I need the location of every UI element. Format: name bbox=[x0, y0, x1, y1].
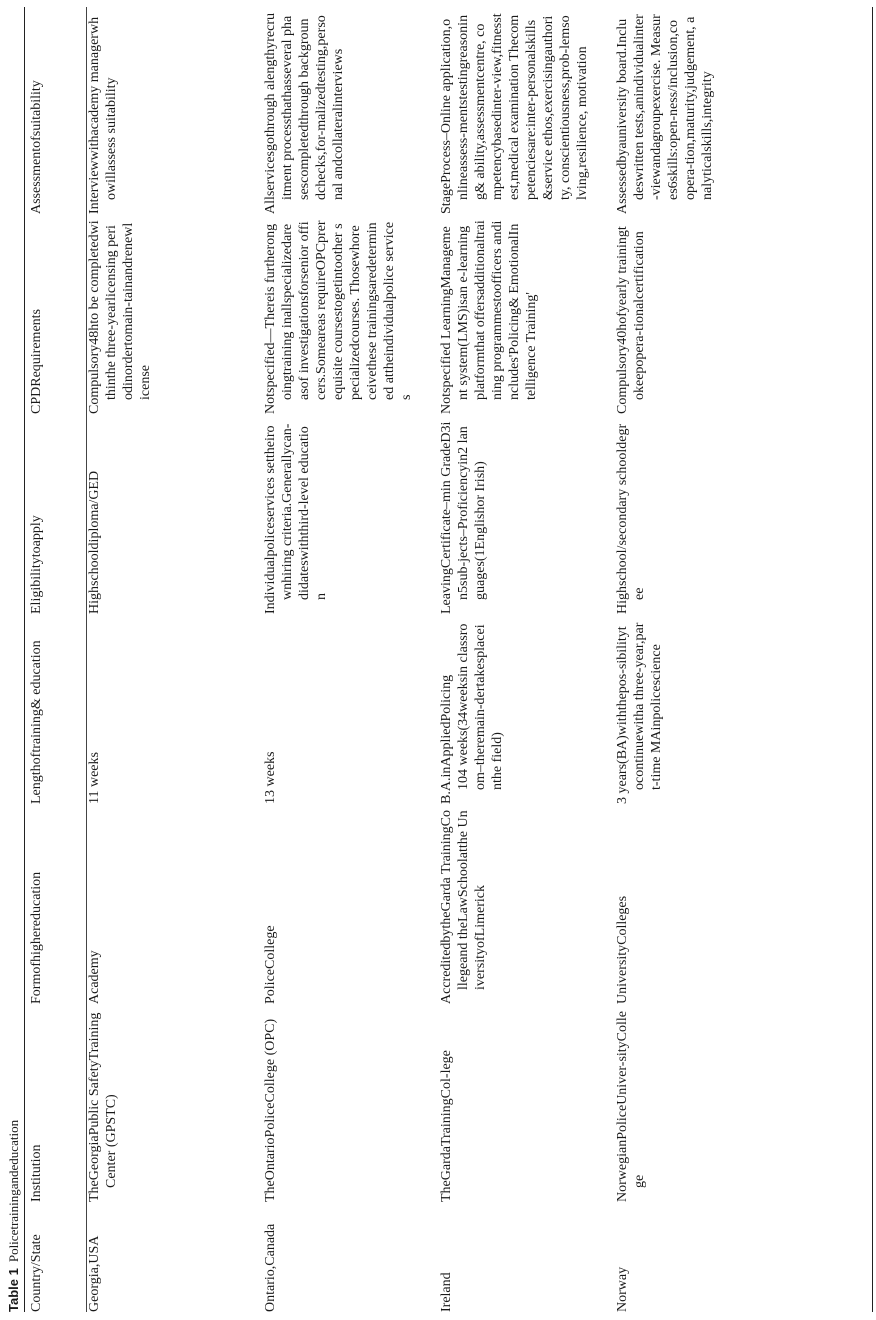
cell-eligibility: LeavingCertificate–min GradeD3in5sub-jects–Proficiencyin2 languages(1Englishor Irish) bbox=[439, 421, 488, 614]
cell-country: Norway bbox=[615, 1266, 630, 1312]
header-country: Country/State bbox=[29, 1234, 44, 1312]
length-overlay-text: B.A.inAppliedPolicing bbox=[439, 674, 454, 804]
cell-length: 11 weeks bbox=[87, 752, 102, 804]
cell-form: PoliceCollege bbox=[263, 925, 278, 1004]
cell-eligibility: Highschooldiploma/GED bbox=[87, 470, 102, 614]
cell-form: UniversityColleges bbox=[615, 895, 630, 1004]
cell-cpd: Notspecified—Thereis furtherongoingtraining inallspecializedareasof investigationsforsenior officers.Someareas requireOPCprerequisite coursestogetintoother specializedcourses. Thosewhoreceivethese trainingsaredetermined attheindividualpolice services bbox=[263, 220, 414, 414]
cell-cpd: Notspecified LearningManagement system(LMS)isan e-learningplatformthat offersadditionaltraining programmestoofficers andincludes'Policing& EmotionalIntelligence Training' bbox=[439, 220, 539, 414]
cell-length: 13 weeks bbox=[263, 751, 278, 804]
cell-country: Ireland bbox=[439, 1272, 454, 1312]
cell-length: 3 years(BA)withthepos-sibilitytocontinuewitha three-year,part-time MAinpolicescience bbox=[615, 622, 664, 804]
table-label: Table 1 bbox=[6, 1268, 21, 1312]
cell-assessment: Interviewwithacademy managerwhowillassess suitability bbox=[87, 16, 119, 214]
cell-cpd: Compulsory48hto be completedwithinthe three-yearlicensing periodinordertomain-tainandrenewlicense bbox=[87, 220, 153, 414]
header-form: Formofhighereducation bbox=[29, 871, 44, 1004]
header-cpd: CPDRequirements bbox=[29, 309, 44, 414]
cell-cpd: Compulsory40hofyearly trainingtokeepopera-tionalcertification bbox=[615, 226, 647, 414]
cell-length bbox=[434, 614, 610, 804]
cell-eligibility: Individualpoliceservices settheirownhiring criteria.Generallycan-didateswiththird-level education bbox=[263, 423, 329, 614]
cell-assessment: Assessedbyauniversity board.Includeswritten tests,anindividualinter-viewandagroupexercise. Measures6skills:open-ness/inclusion,coopera-tion,maturity,judgement, analyticalskills,integrity bbox=[615, 14, 715, 214]
table-row bbox=[610, 7, 786, 1312]
table-caption bbox=[6, 1120, 22, 1312]
cell-country: Georgia,USA bbox=[87, 1235, 102, 1312]
cell-assessment: StageProcess–Online application,onlineassess-mentstestingreasoning& ability,assessmentcentre, competencybasedinter-view,fitnesstest,medical examination Thecompetenciesare:inter-personalskills&service ethos,exercisingauthority, conscientiousness,prob-lemsolving,resilience, motivation bbox=[439, 13, 590, 214]
table-row bbox=[434, 7, 610, 1312]
cell-assessment: Allservicesgothrough alengthyrecruitment processthathasseveral phasescompletedthrough backgroundchecks,for-malizedtesting,personal andcollateralinterviews bbox=[263, 13, 346, 214]
cell-institution: TheGardaTrainingCol-lege bbox=[439, 1050, 454, 1202]
cell-institution: TheGeorgiaPublic SafetyTrainingCenter (GPSTC) bbox=[87, 1012, 119, 1202]
header-length: Lengthoftraining& education bbox=[29, 640, 44, 804]
cell-eligibility: Highschool/secondary schooldegree bbox=[615, 423, 647, 614]
police-training-table bbox=[28, 7, 786, 1312]
cell-institution: TheOntarioPoliceCollege (OPC) bbox=[263, 1018, 278, 1202]
cell-form: Academy bbox=[87, 950, 102, 1004]
table-row bbox=[82, 7, 258, 1312]
table-caption-text: Policetrainingandeducation bbox=[6, 1119, 21, 1263]
header-institution: Institution bbox=[29, 1144, 44, 1202]
top-rule bbox=[24, 7, 25, 1312]
cell-form: AccreditedbytheGarda TrainingCollegeand theLawSchoolatthe UniversityofLimerick bbox=[439, 809, 488, 1004]
header-row bbox=[28, 7, 82, 1312]
length-text: 104 weeks(34weeksin classroom–theremain-dertakesplaceinthe field) bbox=[456, 623, 505, 790]
table-row bbox=[258, 7, 434, 1312]
cell-country: Ontario,Canada bbox=[263, 1223, 278, 1312]
header-eligibility: Eligibilitytoapply bbox=[29, 515, 44, 614]
bottom-rule bbox=[872, 7, 873, 1312]
cell-institution: NorwegianPoliceUniver-sityCollege bbox=[615, 1010, 647, 1202]
header-assessment: Assessmentofsuitability bbox=[29, 80, 44, 214]
